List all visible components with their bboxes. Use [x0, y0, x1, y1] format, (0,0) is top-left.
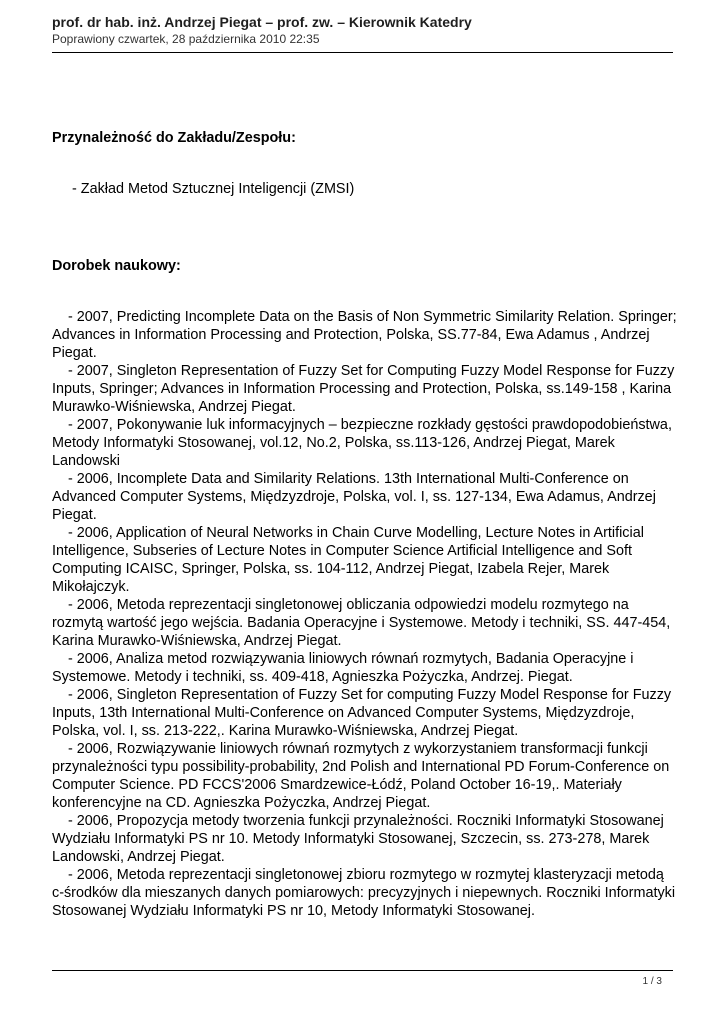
membership-heading: Przynależność do Zakładu/Zespołu:	[52, 130, 296, 146]
page-header	[52, 14, 672, 46]
publication-item: - 2006, Rozwiązywanie liniowych równań rozmytych z wykorzystaniem transformacji funkcji przynależności typu possibility-probability, 2nd Polish and International PD Forum-Conference on Computer Science. PD FCCS'2006 Smardzewice-Łódź, Poland October 16-19,. Materiały konferencyjne na CD. Agnieszka Pożyczka, Andrzej Piegat.	[52, 741, 670, 811]
publication-item: - 2006, Analiza metod rozwiązywania liniowych równań rozmytych, Badania Operacyjne i Systemowe. Metody i techniki, ss. 409-418, Agnieszka Pożyczka, Andrzej. Piegat.	[52, 651, 634, 685]
page-title: prof. dr hab. inż. Andrzej Piegat – prof. zw. – Kierownik Katedry	[52, 14, 472, 30]
article-content	[52, 118, 677, 920]
publication-item: - 2006, Metoda reprezentacji singletonowej zbioru rozmytego w rozmytej klasteryzacji metodą c-środków dla mieszanych danych pomiarowych: precyzyjnych i niepewnych. Roczniki Informatyki Stosowanej Wydziału Informatyki PS nr 10, Metody Informatyki Stosowanej.	[52, 867, 676, 919]
publication-item: - 2006, Application of Neural Networks in Chain Curve Modelling, Lecture Notes in Artificial Intelligence, Subseries of Lecture Notes in Computer Science Artificial Intelligence and Soft Computing ICAISC, Springer, Polska, ss. 104-112, Andrzej Piegat, Izabela Rejer, Marek Mikołajczyk.	[52, 525, 644, 595]
publication-item: - 2006, Incomplete Data and Similarity Relations. 13th International Multi-Conference on Advanced Computer Systems, Międzyzdroje, Polska, vol. I, ss. 127-134, Ewa Adamus, Andrzej Piegat.	[52, 471, 656, 523]
publication-item: - 2007, Singleton Representation of Fuzzy Set for Computing Fuzzy Model Response for Fuzzy Inputs, Springer; Advances in Information Processing and Protection, Polska, ss.149-158 , Karina Murawko-Wiśniewska, Andrzej Piegat.	[52, 363, 675, 415]
page-number: 1 / 3	[642, 976, 662, 987]
publication-item: - 2006, Singleton Representation of Fuzzy Set for computing Fuzzy Model Response for Fuzzy Inputs, 13th International Multi-Conference on Advanced Computer Systems, Międzyzdroje, Polska, vol. I, ss. 213-222,. Karina Murawko-Wiśniewska, Andrzej Piegat.	[52, 687, 672, 739]
publications-heading: Dorobek naukowy:	[52, 258, 181, 274]
membership-item: - Zakład Metod Sztucznej Inteligencji (ZMSI)	[72, 181, 355, 197]
publication-item: - 2006, Metoda reprezentacji singletonowej obliczania odpowiedzi modelu rozmytego na rozmytą wartość jego wejścia. Badania Operacyjne i Systemowe. Metody i techniki, SS. 447-454, Karina Murawko-Wiśniewska, Andrzej Piegat.	[52, 597, 671, 649]
publication-item: - 2006, Propozycja metody tworzenia funkcji przynależności. Roczniki Informatyki Stosowanej Wydziału Informatyki PS nr 10. Metody Informatyki Stosowanej, Szczecin, ss. 273-278, Marek Landowski, Andrzej Piegat.	[52, 813, 664, 865]
last-modified-date: Poprawiony czwartek, 28 października 2010 22:35	[52, 32, 320, 46]
footer-divider	[52, 970, 673, 971]
publication-list	[52, 308, 677, 920]
publication-item: - 2007, Predicting Incomplete Data on the Basis of Non Symmetric Similarity Relation. Springer; Advances in Information Processing and Protection, Polska, SS.77-84, Ewa Adamus , Andrzej Piegat.	[52, 309, 677, 361]
publication-item: - 2007, Pokonywanie luk informacyjnych – bezpieczne rozkłady gęstości prawdopodobieństwa, Metody Informatyki Stosowanej, vol.12, No.2, Polska, ss.113-126, Andrzej Piegat, Marek Landowski	[52, 417, 672, 469]
header-divider	[52, 52, 673, 53]
